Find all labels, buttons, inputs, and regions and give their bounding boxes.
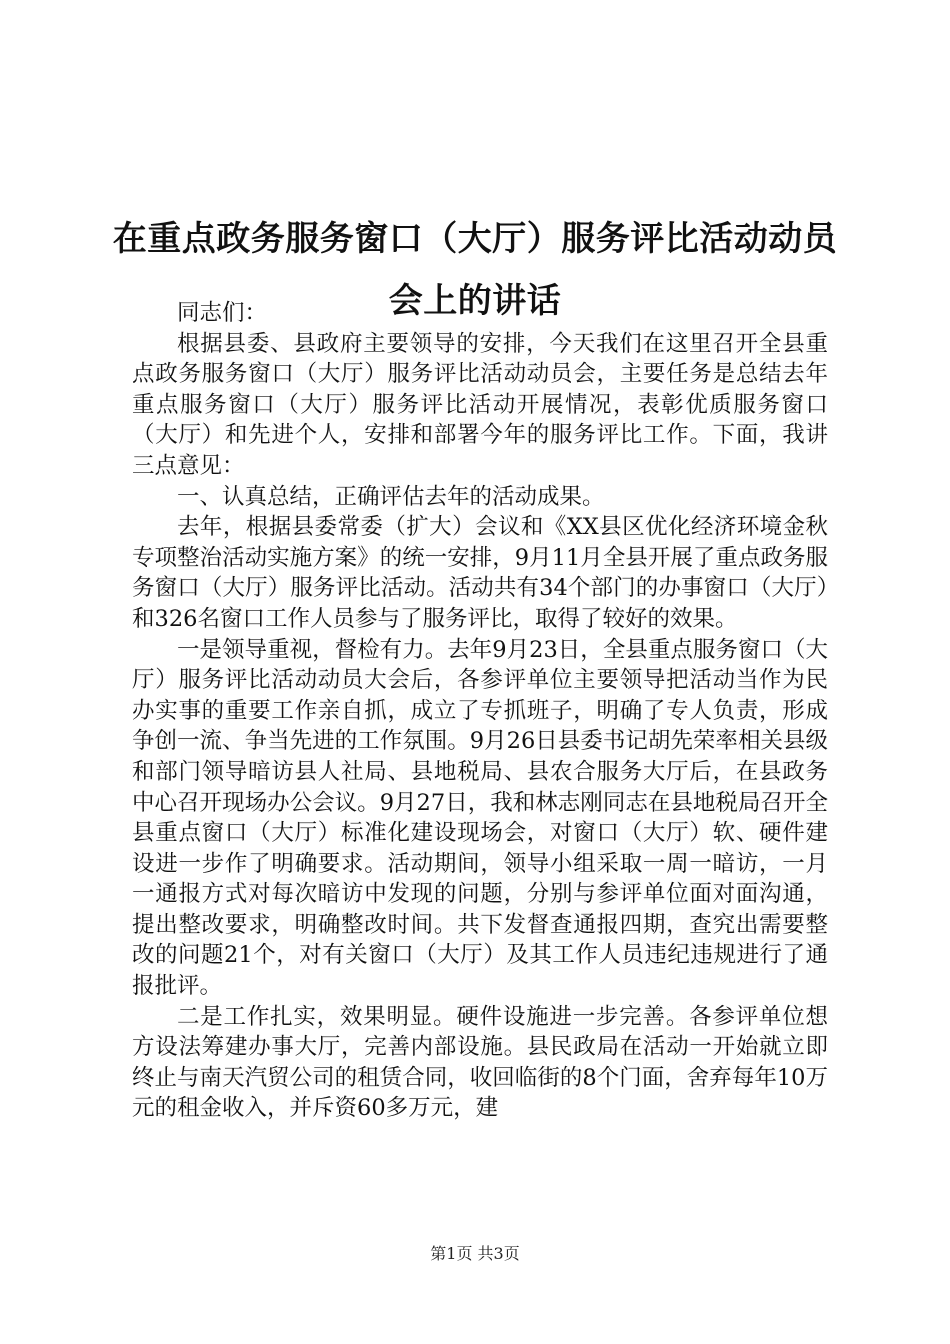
paragraph-last-year: 去年，根据县委常委（扩大）会议和《XX县区优化经济环境金秋专项整治活动实施方案》的统一安排，9月11月全县开展了重点政务服务窗口（大厅）服务评比活动。活动共有34个部门的办事窗口（大厅）和326名窗口工作人员参与了服务评比，取得了较好的效果。 bbox=[132, 514, 828, 632]
document-body bbox=[132, 298, 828, 1124]
paragraph-leadership: 一是领导重视，督检有力。去年9月23日，全县重点服务窗口（大厅）服务评比活动动员大会后，各参评单位主要领导把活动当作为民办实事的重要工作亲自抓，成立了专抓班子，明确了专人负责，形成争创一流、争当先进的工作氛围。9月26日县委书记胡先荣率相关县级和部门领导暗访县人社局、县地税局、县农合服务大厅后，在县政务中心召开现场办公会议。9月27日，我和林志刚同志在县地税局召开全县重点窗口（大厅）标准化建设现场会，对窗口（大厅）软、硬件建设进一步作了明确要求。活动期间，领导小组采取一周一暗访，一月一通报方式对每次暗访中发现的问题，分别与参评单位面对面沟通，提出整改要求，明确整改时间。共下发督查通报四期，查究出需要整改的问题21个，对有关窗口（大厅）及其工作人员违纪违规进行了通报批评。 bbox=[132, 636, 828, 1000]
paragraph-intro: 根据县委、县政府主要领导的安排，今天我们在这里召开全县重点政务服务窗口（大厅）服务评比活动动员会，主要任务是总结去年重点服务窗口（大厅）服务评比活动开展情况，表彰优质服务窗口（大厅）和先进个人，安排和部署今年的服务评比工作。下面，我讲三点意见： bbox=[132, 330, 828, 479]
page-number: 第1页 共3页 bbox=[430, 1244, 520, 1263]
page-title: 在重点政务服务窗口（大厅）服务评比活动动员会上的讲话 bbox=[112, 218, 838, 321]
salutation: 同志们： bbox=[177, 300, 268, 326]
section-heading-1: 一、认真总结，正确评估去年的活动成果。 bbox=[177, 483, 605, 510]
paragraph-effect: 二是工作扎实，效果明显。硬件设施进一步完善。各参评单位想方设法筹建办事大厅，完善内部设施。县民政局在活动一开始就立即终止与南天汽贸公司的租赁合同，收回临街的8个门面，舍弃每年10万元的租金收入，并斥资60多万元，建 bbox=[132, 1003, 828, 1122]
